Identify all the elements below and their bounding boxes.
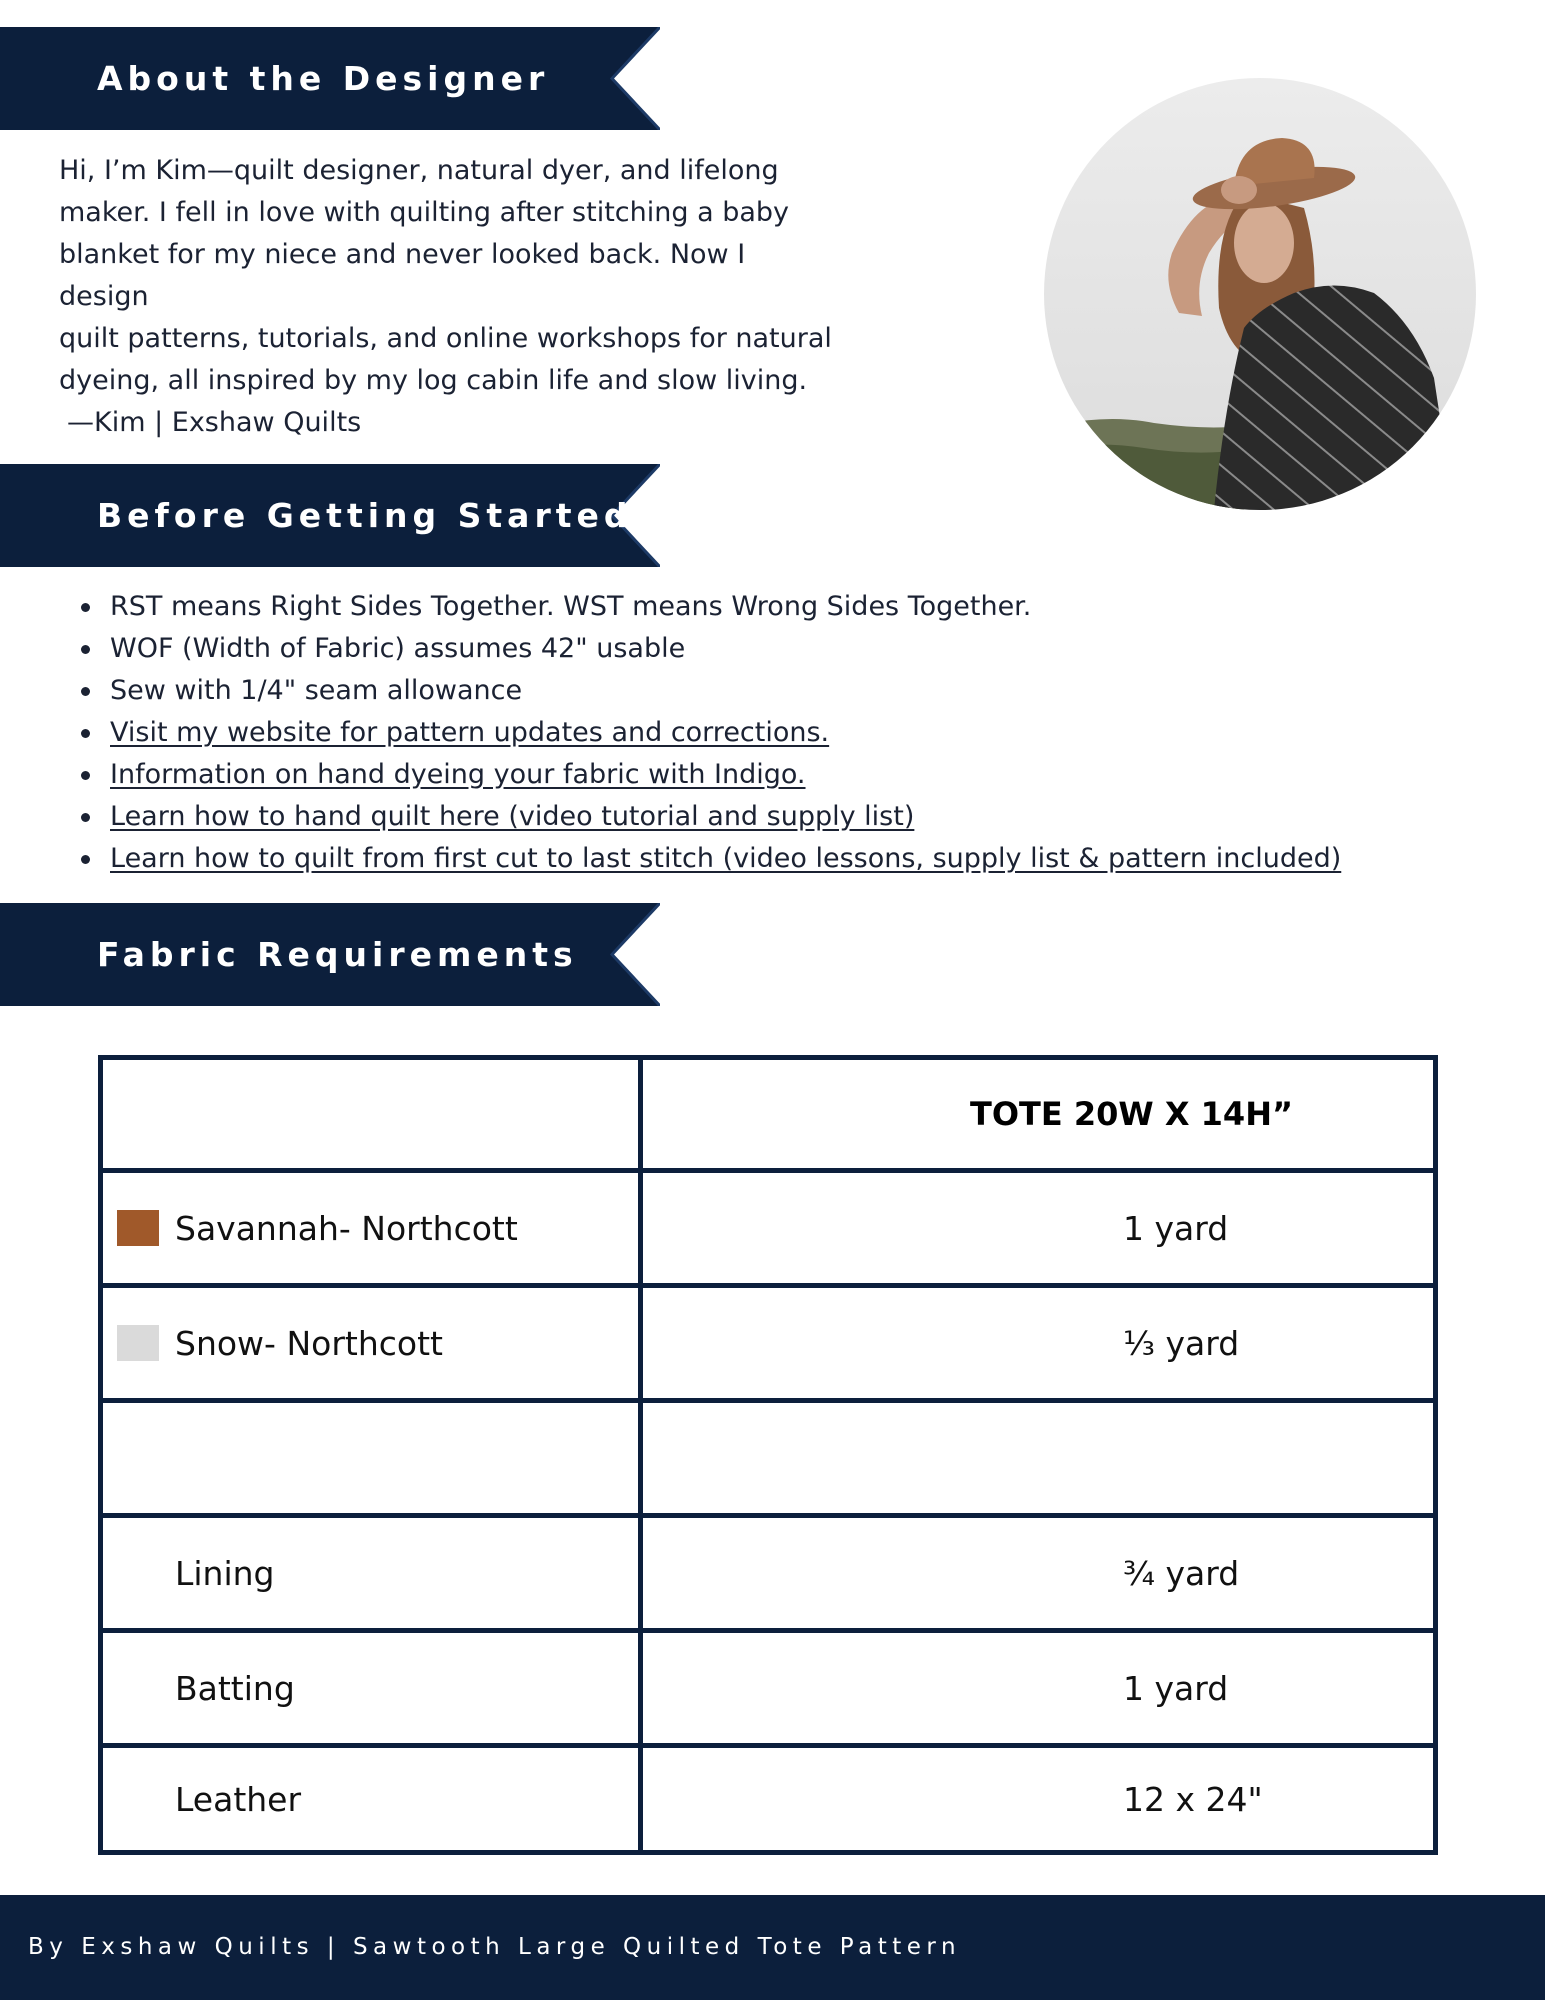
about-banner [0,27,660,130]
hand-quilt-link-item[interactable] [110,796,1510,838]
about-line: dyeing, all inspired by my log cabin life and slow living. [59,365,808,396]
savannah-swatch [117,1210,159,1246]
table-header-size: TOTE 20W X 14H” [641,1058,1436,1171]
hand-quilt-link[interactable]: Learn how to hand quilt here (video tutorial and supply list) [110,801,915,832]
fabric-name-cell [101,1631,641,1746]
fabric-name-cell [101,1401,641,1516]
fabric-title: Fabric Requirements [97,935,578,974]
table-header-row [101,1058,1436,1171]
fabric-requirements-table [98,1055,1438,1855]
fabric-qty: ¾ yard [641,1516,1436,1631]
table-row [101,1631,1436,1746]
fabric-name-cell [101,1286,641,1401]
before-title: Before Getting Started [97,496,633,535]
list-item [110,586,1510,628]
table-row [101,1746,1436,1853]
before-banner [0,464,660,567]
page-footer [0,1895,1545,2000]
fabric-name: Lining [175,1553,275,1593]
fabric-name: Snow- Northcott [175,1323,443,1363]
about-title: About the Designer [97,59,550,98]
fabric-qty: 1 yard [641,1631,1436,1746]
table-row [101,1171,1436,1286]
quilt-course-link-item[interactable] [110,838,1510,880]
quilt-course-link[interactable]: Learn how to quilt from first cut to last stitch (video lessons, supply list & pattern included) [110,843,1342,874]
list-item-text: Sew with 1/4" seam allowance [110,675,523,706]
website-link[interactable]: Visit my website for pattern updates and corrections. [110,717,830,748]
fabric-name: Leather [175,1779,302,1819]
table-row-empty [101,1401,1436,1516]
snow-swatch [117,1325,159,1361]
designer-portrait-image [1044,78,1476,510]
about-line: maker. I fell in love with quilting after stitching a baby [59,197,790,228]
fabric-name-cell [101,1171,641,1286]
fabric-qty: 12 x 24" [641,1746,1436,1853]
about-signature: —Kim | Exshaw Quilts [67,407,362,438]
fabric-banner [0,903,660,1006]
fabric-name-cell [101,1516,641,1631]
list-item-text: RST means Right Sides Together. WST means Wrong Sides Together. [110,591,1032,622]
about-line: Hi, I’m Kim—quilt designer, natural dyer, and lifelong [59,155,779,186]
fabric-qty [641,1401,1436,1516]
table-header-empty-cell [101,1058,641,1171]
list-item [110,628,1510,670]
fabric-qty: 1 yard [641,1171,1436,1286]
indigo-link-item[interactable] [110,754,1510,796]
about-line: blanket for my niece and never looked back. Now I design [59,239,746,312]
about-paragraph [59,150,839,444]
about-line: quilt patterns, tutorials, and online workshops for natural [59,323,832,354]
footer-text: By Exshaw Quilts | Sawtooth Large Quilted Tote Pattern [28,1934,962,1960]
fabric-name: Batting [175,1668,295,1708]
list-item-text: WOF (Width of Fabric) assumes 42" usable [110,633,686,664]
before-list [110,586,1510,880]
list-item [110,670,1510,712]
website-link-item[interactable] [110,712,1510,754]
table-row [101,1516,1436,1631]
indigo-dyeing-link[interactable]: Information on hand dyeing your fabric with Indigo. [110,759,806,790]
fabric-name: Savannah- Northcott [175,1208,518,1248]
fabric-name-cell [101,1746,641,1853]
designer-portrait [1044,78,1476,510]
fabric-qty: ⅓ yard [641,1286,1436,1401]
table-row [101,1286,1436,1401]
